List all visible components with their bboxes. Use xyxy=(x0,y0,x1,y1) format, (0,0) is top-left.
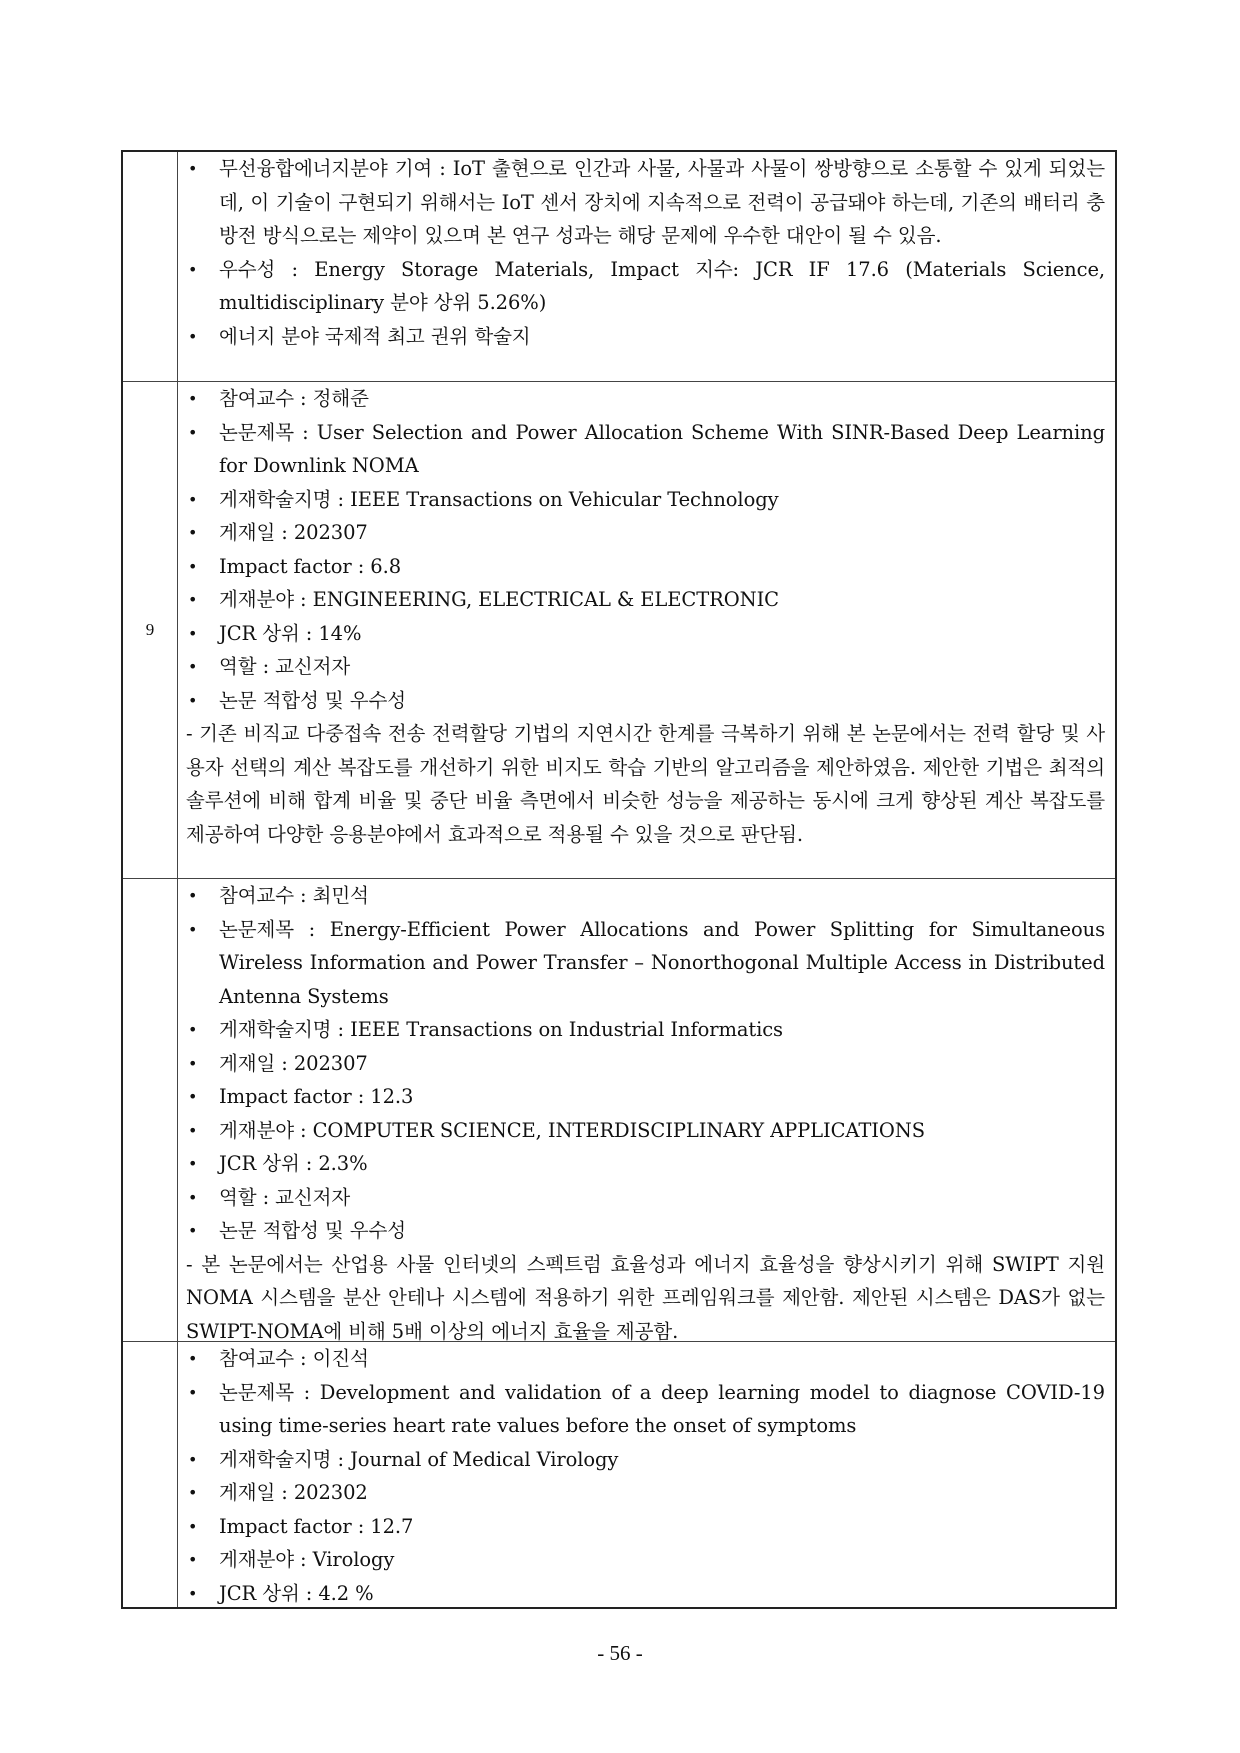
description-paragraph: - 기존 비직교 다중접속 전송 전력할당 기법의 지연시간 한계를 극복하기 위해 본 논문에서는 전력 할당 및 사용자 선택의 계산 복잡도를 개선하기 위한 비지도 학습 기반의 알고리즘을 제안하였음. 제안한 기법은 최적의 솔루션에 비해 합계 비율 및 중단 비율 측면에서 비슷한 성능을 제공하는 동시에 크게 향상된 계산 복잡도를 제공하여 다양한 응용분야에서 효과적으로 적용될 수 있을 것으로 판단됨. xyxy=(186,722,1105,846)
list-item: • JCR 상위 : 2.3% xyxy=(186,1147,1105,1181)
list-item: • JCR 상위 : 4.2 % xyxy=(186,1577,1105,1611)
document-table xyxy=(121,150,1117,1609)
table-row xyxy=(123,1341,1115,1607)
list-item: • 참여교수 : 최민석 xyxy=(186,879,1105,913)
list-item: • Impact factor : 12.3 xyxy=(186,1080,1105,1114)
list-item: • 논문제목 : Development and validation of a deep learning model to diagnose COVID-19 using time-series heart rate values before the onset of symptoms xyxy=(186,1376,1105,1443)
list-item: • 게재분야 : COMPUTER SCIENCE, INTERDISCIPLINARY APPLICATIONS xyxy=(186,1114,1105,1148)
row-number-cell xyxy=(123,879,178,1341)
list-item: • 게재일 : 202307 xyxy=(186,1047,1105,1081)
list-item: • 게재일 : 202307 xyxy=(186,516,1105,550)
list-item: • 참여교수 : 이진석 xyxy=(186,1342,1105,1376)
list-item: • 게재분야 : Virology xyxy=(186,1543,1105,1577)
row-number-cell: 9 xyxy=(123,382,178,878)
list-item: • 우수성 : Energy Storage Materials, Impact 지수: JCR IF 17.6 (Materials Science, multidisciplinary 분야 상위 5.26%) xyxy=(186,253,1105,320)
table-row xyxy=(123,381,1115,878)
list-item: • 역할 : 교신저자 xyxy=(186,650,1105,684)
page-number: - 56 - xyxy=(597,1641,643,1665)
list-item: • Impact factor : 12.7 xyxy=(186,1510,1105,1544)
list-item: • 게재분야 : ENGINEERING, ELECTRICAL & ELECTRONIC xyxy=(186,583,1105,617)
list-item: • 무선융합에너지분야 기여 : IoT 출현으로 인간과 사물, 사물과 사물이 쌍방향으로 소통할 수 있게 되었는데, 이 기술이 구현되기 위해서는 IoT 센서 장치에 지속적으로 전력이 공급돼야 하는데, 기존의 배터리 충방전 방식으로는 제약이 있으며 본 연구 성과는 해당 문제에 우수한 대안이 될 수 있음. xyxy=(186,152,1105,253)
list-item: • JCR 상위 : 14% xyxy=(186,617,1105,651)
row-number-cell xyxy=(123,152,178,381)
list-item: • 역할 : 교신저자 xyxy=(186,1181,1105,1215)
description-paragraph: - 본 논문에서는 산업용 사물 인터넷의 스펙트럼 효율성과 에너지 효율성을 향상시키기 위해 SWIPT 지원 NOMA 시스템을 분산 안테나 시스템에 적용하기 위한 프레임워크를 제안함. 제안된 시스템은 DAS가 없는 SWIPT-NOMA에 비해 5배 이상의 에너지 효율을 제공함. xyxy=(186,1252,1105,1343)
list-item: • 게재학술지명 : IEEE Transactions on Industrial Informatics xyxy=(186,1013,1105,1047)
content-cell xyxy=(178,1342,1115,1607)
list-item: • 게재학술지명 : IEEE Transactions on Vehicular Technology xyxy=(186,483,1105,517)
content-cell xyxy=(178,382,1115,878)
list-item: • 에너지 분야 국제적 최고 권위 학술지 xyxy=(186,320,1105,354)
list-item: • Impact factor : 6.8 xyxy=(186,550,1105,584)
list-item: • 참여교수 : 정해준 xyxy=(186,382,1105,416)
table-row xyxy=(123,152,1115,381)
list-item: • 논문제목 : User Selection and Power Allocation Scheme With SINR-Based Deep Learning for Downlink NOMA xyxy=(186,416,1105,483)
row-number-cell xyxy=(123,1342,178,1607)
table-row xyxy=(123,878,1115,1341)
content-cell xyxy=(178,879,1115,1341)
list-item: • 게재학술지명 : Journal of Medical Virology xyxy=(186,1443,1105,1477)
list-item: • 논문 적합성 및 우수성 xyxy=(186,1214,1105,1248)
list-item: • 게재일 : 202302 xyxy=(186,1476,1105,1510)
list-item: • 논문 적합성 및 우수성 xyxy=(186,684,1105,718)
content-cell xyxy=(178,152,1115,381)
list-item: • 논문제목 : Energy-Efficient Power Allocations and Power Splitting for Simultaneous Wireless Information and Power Transfer – Nonorthogonal Multiple Access in Distributed Antenna Systems xyxy=(186,913,1105,1014)
